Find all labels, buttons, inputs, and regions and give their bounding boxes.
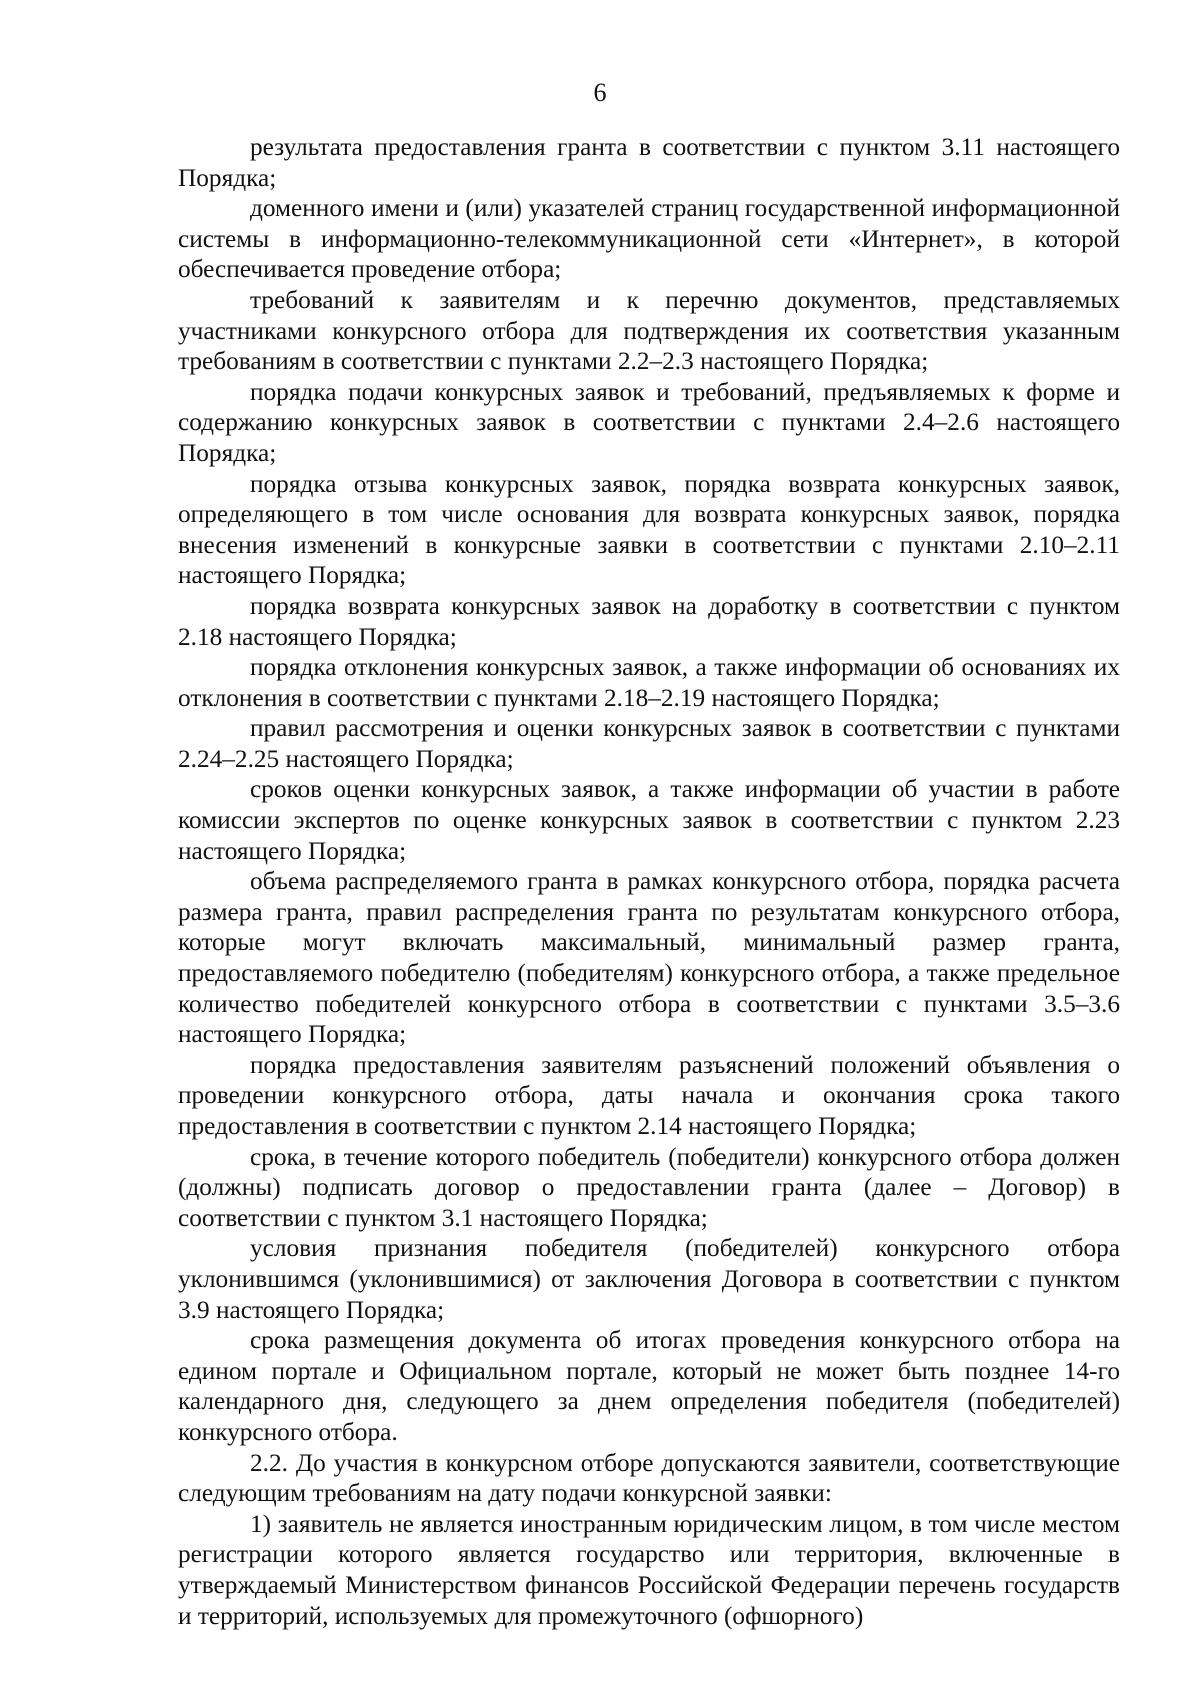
paragraph: порядка отклонения конкурсных заявок, а также информации об основаниях их отклонения в соответствии с пунктами 2.18–2.19 настоящего Порядка; <box>178 653 1120 712</box>
paragraph: срока, в течение которого победитель (победители) конкурсного отбора должен (должны) подписать договор о предоставлении гранта (далее – Договор) в соответствии с пунктом 3.1 настоящего Порядка; <box>178 1142 1120 1232</box>
paragraph: объема распределяемого гранта в рамках конкурсного отбора, порядка расчета размера гранта, правил распределения гранта по результатам конкурсного отбора, которые могут включать максимальный, минимальный размер гранта, предоставляемого победителю (победителям) конкурсного отбора, а также предельное количество победителей конкурсного отбора в соответствии с пунктами 3.5–3.6 настоящего Порядка; <box>178 867 1120 1049</box>
paragraph: 2.2. До участия в конкурсном отборе допускаются заявители, соответствующие следующим требованиям на дату подачи конкурсной заявки: <box>178 1448 1120 1508</box>
paragraph: порядка возврата конкурсных заявок на доработку в соответствии с пунктом 2.18 настоящего Порядка; <box>178 591 1120 651</box>
paragraph: требований к заявителям и к перечню документов, представляемых участниками конкурсного отбора для подтверждения их соответствия указанным требованиям в соответствии с пунктами 2.2–2.3 настоящего Порядка; <box>178 285 1120 376</box>
document-body <box>178 132 1120 1631</box>
paragraph: сроков оценки конкурсных заявок, а также информации об участии в работе комиссии экспертов по оценке конкурсных заявок в соответствии с пунктом 2.23 настоящего Порядка; <box>178 775 1120 865</box>
paragraph: порядка отзыва конкурсных заявок, порядка возврата конкурсных заявок, определяющего в том числе основания для возврата конкурсных заявок, порядка внесения изменений в конкурсные заявки в соответствии с пунктами 2.10–2.11 настоящего Порядка; <box>178 469 1120 590</box>
paragraph: порядка подачи конкурсных заявок и требований, предъявляемых к форме и содержанию конкурсных заявок в соответствии с пунктами 2.4–2.6 настоящего Порядка; <box>178 377 1120 467</box>
paragraph: порядка предоставления заявителям разъяснений положений объявления о проведении конкурсного отбора, даты начала и окончания срока такого предоставления в соответствии с пунктом 2.14 настоящего Порядка; <box>178 1050 1120 1140</box>
paragraph: результата предоставления гранта в соответствии с пунктом 3.11 настоящего Порядка; <box>178 133 1120 192</box>
paragraph: 1) заявитель не является иностранным юридическим лицом, в том числе местом регистрации которого является государство или территория, включенные в утверждаемый Министерством финансов Российской Федерации перечень государств и территорий, используемых для промежуточного (офшорного) <box>178 1509 1120 1630</box>
paragraph: срока размещения документа об итогах проведения конкурсного отбора на едином портале и Официальном портале, который не может быть позднее 14-го календарного дня, следующего за днем определения победителя (победителей) конкурсного отбора. <box>178 1326 1120 1446</box>
page-number: 6 <box>593 78 607 107</box>
paragraph: условия признания победителя (победителей) конкурсного отбора уклонившимся (уклонившимися) от заключения Договора в соответствии с пунктом 3.9 настоящего Порядка; <box>178 1234 1120 1324</box>
paragraph: правил рассмотрения и оценки конкурсных заявок в соответствии с пунктами 2.24–2.25 настоящего Порядка; <box>178 714 1120 773</box>
paragraph: доменного имени и (или) указателей страниц государственной информационной системы в информационно-телекоммуникационной сети «Интернет», в которой обеспечивается проведение отбора; <box>178 194 1120 284</box>
